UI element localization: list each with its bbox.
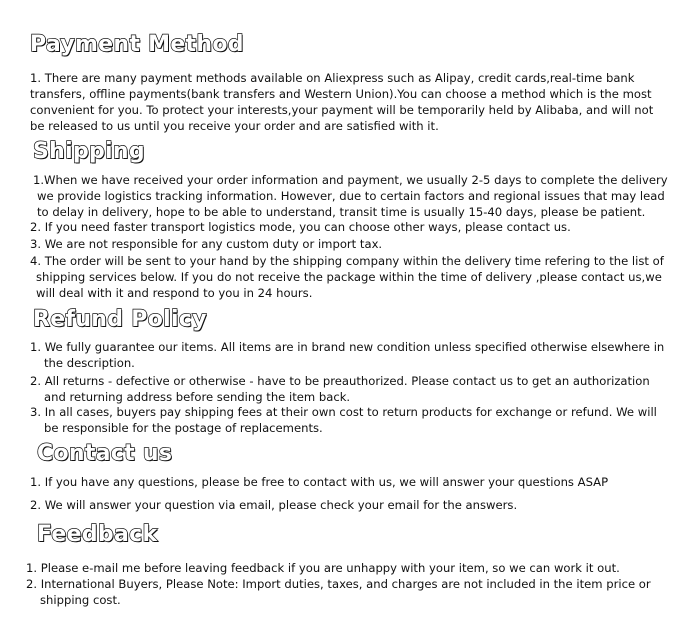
shipping-line: to delay in delivery, hope to be able to understand, transit time is usually 15-40 days, please be patient. — [37, 205, 646, 219]
refund-item-1 — [30, 339, 665, 371]
feedback-item-1 — [26, 560, 656, 576]
payment-line: transfers, offline payments(bank transfers and Western Union).You can choose a method which is the most — [30, 87, 652, 101]
shipping-line: 2. If you need faster transport logistics mode, you can choose other ways, please contact us. — [30, 220, 571, 234]
contact-line: 2. We will answer your question via email, please check your email for the answers. — [30, 498, 518, 512]
payment-line: 1. There are many payment methods available on Aliexpress such as Alipay, credit cards,real-time bank — [30, 71, 635, 85]
payment-line: convenient for you. To protect your interests,your payment will be temporarily held by Alibaba, and will not — [30, 103, 654, 117]
feedback-heading: Feedback — [37, 522, 158, 547]
shipping-item-2 — [30, 219, 660, 235]
contact-line: 1. If you have any questions, please be free to contact with us, we will answer your questions ASAP — [30, 475, 609, 489]
shipping-item-3 — [30, 236, 660, 252]
feedback-line: 2. International Buyers, Please Note: Import duties, taxes, and charges are not included in the item price or — [26, 577, 651, 591]
feedback-line: 1. Please e-mail me before leaving feedback if you are unhappy with your item, so we can work it out. — [26, 561, 620, 575]
shipping-line: 1.When we have received your order information and payment, we usually 2-5 days to complete the delivery — [33, 173, 668, 187]
payment-method-heading: Payment Method — [30, 32, 244, 57]
refund-line: 2. All returns - defective or otherwise - have to be preauthorized. Please contact us to get an authorization — [30, 374, 650, 388]
shipping-line: we provide logistics tracking information. However, due to certain factors and regional issues that may lead — [37, 189, 665, 203]
refund-line: the description. — [44, 356, 135, 370]
payment-method-text — [30, 70, 660, 134]
shipping-line: 3. We are not responsible for any custom duty or import tax. — [30, 237, 383, 251]
refund-item-3 — [30, 404, 660, 436]
shipping-line: will deal with it and respond to you in 24 hours. — [36, 286, 313, 300]
shipping-item-4 — [30, 253, 664, 301]
refund-policy-heading: Refund Policy — [33, 307, 207, 332]
shipping-line: shipping services below. If you do not receive the package within the time of delivery ,please contact us,we — [36, 270, 662, 284]
refund-line: 3. In all cases, buyers pay shipping fees at their own cost to return products for exchange or refund. We will — [30, 405, 657, 419]
refund-line: and returning address before sending the item back. — [44, 390, 351, 404]
feedback-line: shipping cost. — [40, 593, 121, 607]
shipping-heading: Shipping — [33, 139, 145, 164]
refund-item-2 — [30, 373, 660, 405]
shipping-line: 4. The order will be sent to your hand by the shipping company within the delivery time refering to the list of — [30, 254, 664, 268]
feedback-item-2 — [26, 576, 656, 608]
contact-us-heading: Contact us — [37, 441, 173, 466]
refund-line: be responsible for the postage of replacements. — [44, 421, 323, 435]
contact-item-1 — [30, 474, 660, 490]
refund-line: 1. We fully guarantee our items. All items are in brand new condition unless specified otherwise elsewhere in — [30, 340, 665, 354]
payment-line: be released to us until you receive your order and are satisfied with it. — [30, 119, 439, 133]
contact-item-2 — [30, 497, 660, 513]
shipping-item-1 — [33, 172, 668, 220]
